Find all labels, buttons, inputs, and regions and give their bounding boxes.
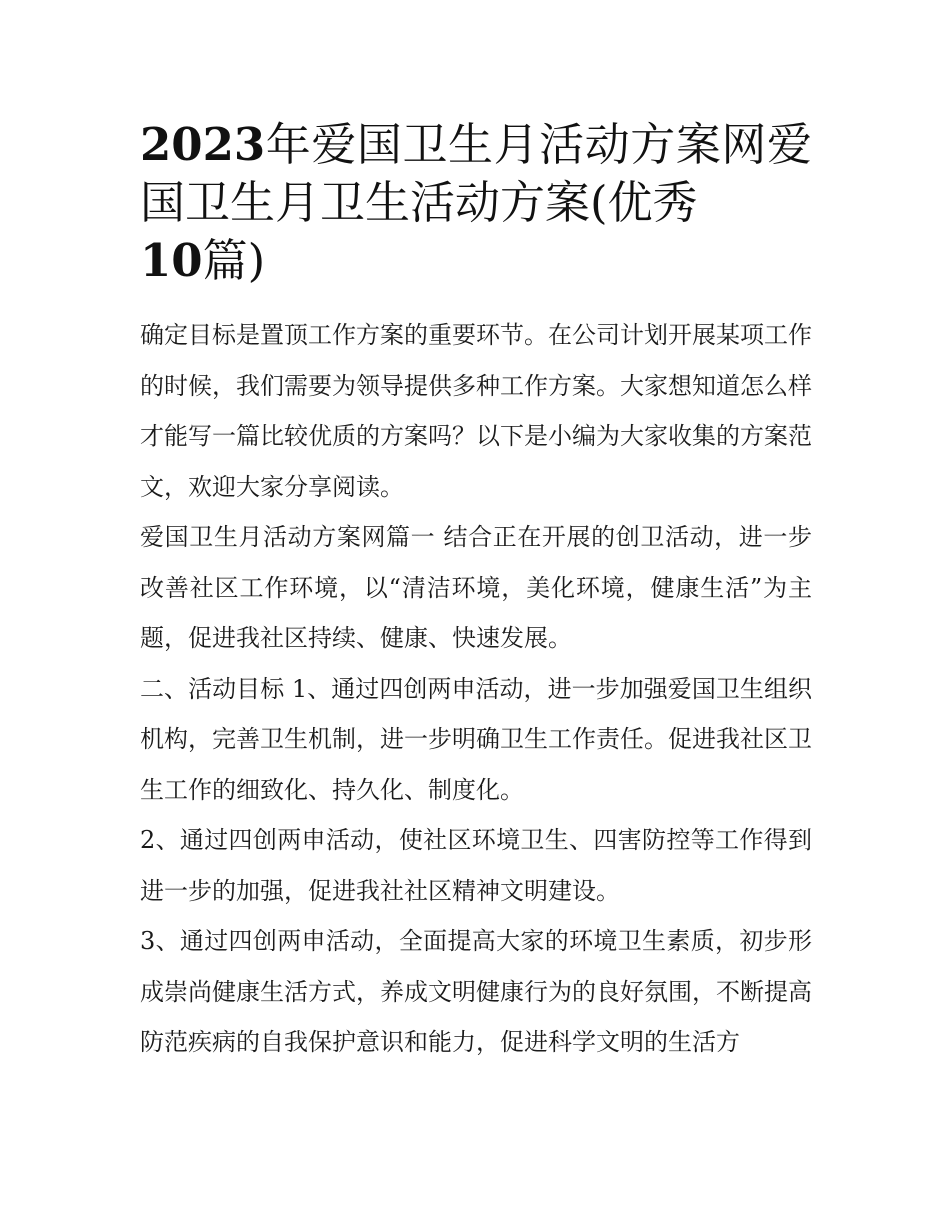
document-body (140, 310, 812, 1068)
title-text-part2: 篇) (202, 234, 266, 287)
goal-two-paragraph: 2、通过四创两申活动，使社区环境卫生、四害防控等工作得到进一步的加强，促进我社社区精神文明建设。 (140, 826, 812, 905)
intro-paragraph: 确定目标是置顶工作方案的重要环节。在公司计划开展某项工作的时候，我们需要为领导提供多种工作方案。大家想知道怎么样才能写一篇比较优质的方案吗？以下是小编为大家收集的方案范文，欢迎大家分享阅读。 (140, 321, 812, 501)
goal-three-paragraph: 3、通过四创两申活动，全面提高大家的环境卫生素质，初步形成崇尚健康生活方式，养成文明健康行为的良好氛围，不断提高防范疾病的自我保护意识和能力，促进科学文明的生活方 (140, 927, 812, 1056)
document-title (140, 116, 812, 290)
title-count: 10 (140, 234, 203, 287)
document-content (140, 116, 812, 1068)
section-one-paragraph: 爱国卫生月活动方案网篇一 结合正在开展的创卫活动，进一步改善社区工作环境，以“清洁环境，美化环境，健康生活”为主题，促进我社区持续、健康、快速发展。 (140, 523, 812, 652)
title-year: 2023 (140, 118, 266, 171)
title-text-part1: 年爱国卫生月活动方案网爱国卫生月卫生活动方案(优秀 (140, 118, 812, 229)
goal-one-paragraph: 二、活动目标 1、通过四创两申活动，进一步加强爱国卫生组织机构，完善卫生机制，进一步明确卫生工作责任。促进我社区卫生工作的细致化、持久化、制度化。 (140, 674, 812, 804)
